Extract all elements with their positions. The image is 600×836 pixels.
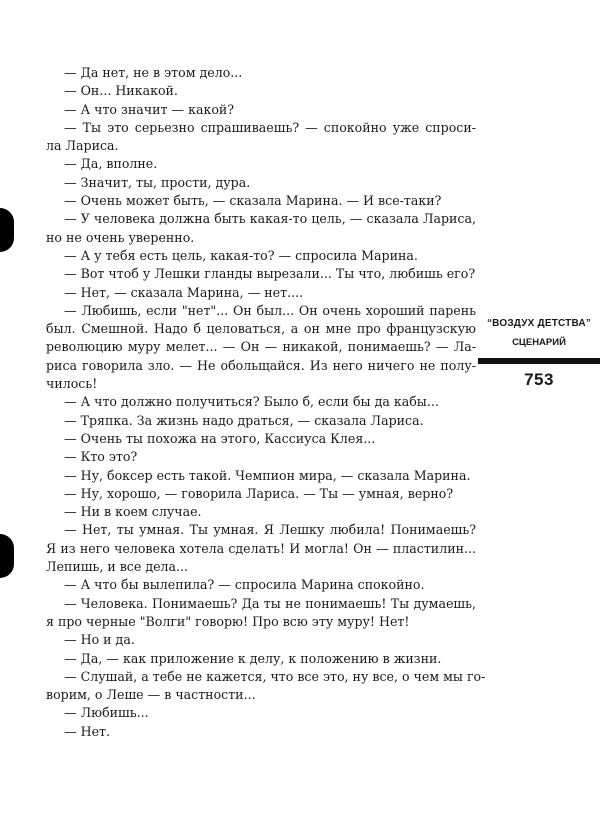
text-line: — Да нет, не в этом дело... <box>64 65 243 80</box>
binder-hole-bottom <box>0 534 14 578</box>
text-line: — Нет. <box>64 723 111 739</box>
text-line: — Тряпка. За жизнь надо драться, — сказала Лариса. <box>64 412 424 428</box>
text-line: риса говорила зло. — Не обольщайся. Из него ничего не полу- <box>46 357 476 373</box>
text-line: — Ну, хорошо, — говорила Лариса. — Ты — умная, верно? <box>64 485 454 501</box>
text-line: — У человека должна быть какая-то цель, — сказала Лариса, <box>64 211 476 227</box>
text-line: чилось! <box>46 376 98 392</box>
text-line: — Значит, ты, прости, дура. <box>64 174 251 190</box>
text-line: — А что бы вылепила? — спросила Марина спокойно. <box>64 577 425 593</box>
text-line: — Ты это серьезно спрашиваешь? — спокойно уже спроси- <box>64 119 476 135</box>
text-line: — Но и да. <box>64 632 135 648</box>
text-line: — Любишь, если "нет"... Он был... Он очень хороший парень <box>64 302 476 318</box>
text-line: — Да, вполне. <box>64 156 158 172</box>
text-line: — Очень может быть, — сказала Марина. — И все-таки? <box>64 193 442 209</box>
page-number: 753 <box>524 370 554 389</box>
section-label: СЦЕНАРИЙ <box>512 337 566 348</box>
text-line: — Ни в коем случае. <box>64 504 202 520</box>
text-line: был. Смешной. Надо б целоваться, а он мне про французскую <box>46 321 476 337</box>
dialogue-text-block <box>46 64 486 741</box>
text-line: но не очень уверенно. <box>46 229 195 245</box>
text-line: — Человека. Понимаешь? Да ты не понимаешь! Ты думаешь, <box>64 595 476 611</box>
page-rule <box>478 358 600 364</box>
text-line: — Любишь... <box>64 705 149 721</box>
text-line: — Кто это? <box>64 449 138 465</box>
text-line: ворим, о Леше — в частности... <box>46 687 256 703</box>
text-line: — Вот чтоб у Лешки гланды вырезали... Ты что, любишь его? <box>64 266 476 282</box>
text-line: я про черные "Волги" говорю! Про всю эту муру! Нет! <box>46 613 410 629</box>
text-line: — А у тебя есть цель, какая-то? — спросила Марина. <box>64 247 418 263</box>
text-line: — Очень ты похожа на этого, Кассиуса Клея... <box>64 430 376 446</box>
text-line: ла Лариса. <box>46 138 119 154</box>
text-line: — Он... Никакой. <box>64 83 178 99</box>
text-line: — Да, — как приложение к делу, к положению в жизни. <box>64 650 442 666</box>
text-line: — Нет, — сказала Марина, — нет.... <box>64 284 304 300</box>
binder-hole-top <box>0 208 14 252</box>
running-title: “ВОЗДУХ ДЕТСТВА” <box>486 318 592 329</box>
text-line: — А что значит — какой? <box>64 101 235 117</box>
text-line: Лепишь, и все дела... <box>46 559 189 575</box>
text-line: Я из него человека хотела сделать! И могла! Он — пластилин... <box>46 540 476 556</box>
text-line: — Слушай, а тебе не кажется, что все это, ну все, о чем мы го- <box>64 668 486 684</box>
text-line: — Ну, боксер есть такой. Чемпион мира, — сказала Марина. <box>64 467 471 483</box>
text-line: революцию муру мелет... — Он — никакой, понимаешь? — Ла- <box>46 339 476 355</box>
text-line: — А что должно получиться? Было б, если бы да кабы... <box>64 394 439 410</box>
text-line: — Нет, ты умная. Ты умная. Я Лешку любила! Понимаешь? <box>64 522 476 538</box>
